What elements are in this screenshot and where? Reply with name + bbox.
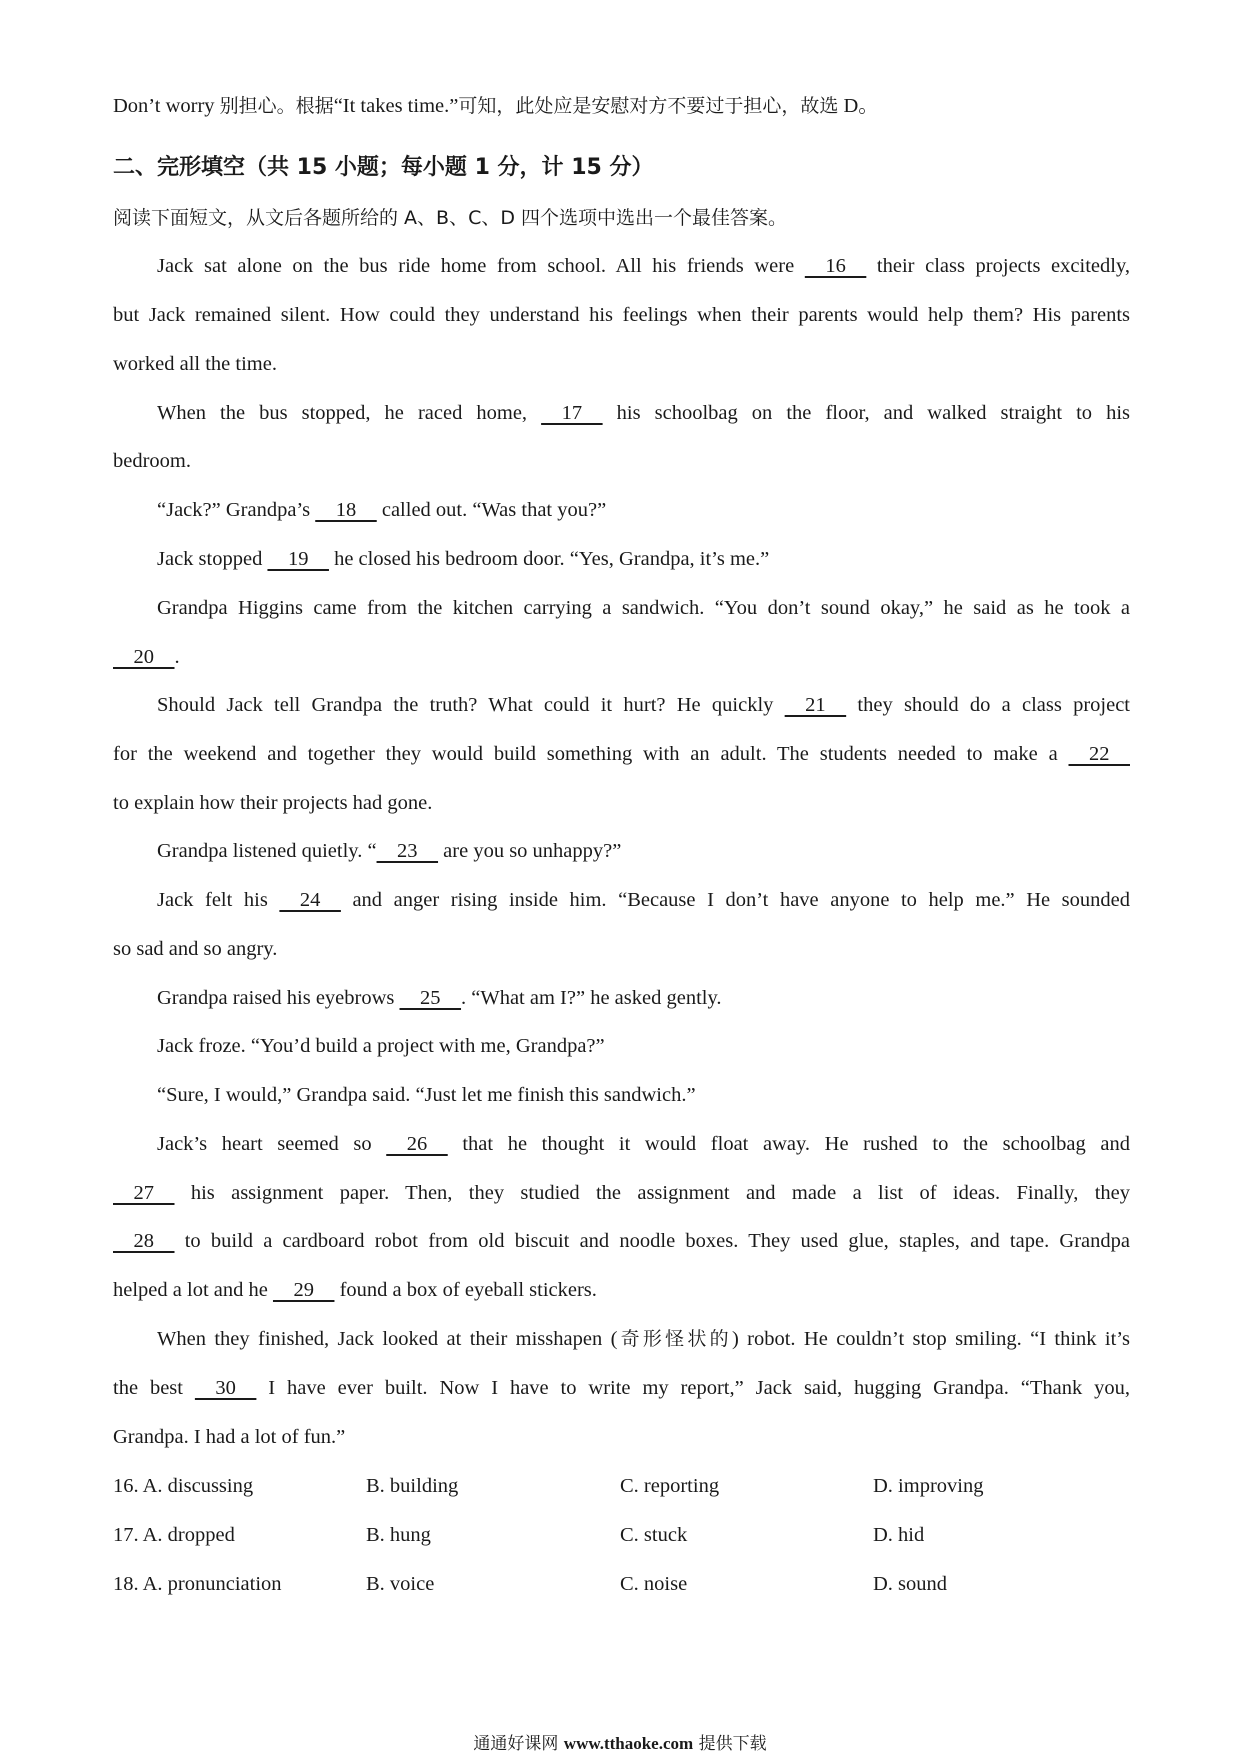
passage-line xyxy=(113,1276,1130,1304)
text-run: Grandpa listened quietly. “ xyxy=(157,840,377,862)
text-run: are you so unhappy?” xyxy=(438,840,622,862)
text-run: When the bus stopped, he raced home, xyxy=(157,402,542,424)
option-b: B. voice xyxy=(366,1573,435,1595)
passage-line xyxy=(113,399,1130,427)
passage-line xyxy=(113,643,1130,671)
blank-25: 25 xyxy=(399,987,462,1009)
passage-line: bedroom. xyxy=(113,450,191,472)
passage-line xyxy=(113,837,1130,865)
passage-line: Jack froze. “You’d build a project with me, Grandpa?” xyxy=(157,1035,605,1057)
blank-18: 18 xyxy=(315,499,377,521)
option-d: D. hid xyxy=(873,1524,925,1546)
blank-16: 16 xyxy=(804,255,867,277)
passage-line xyxy=(113,691,1130,719)
footer-download-text: 提供下载 xyxy=(698,1734,767,1754)
previous-explanation-line xyxy=(113,92,1130,120)
text-run: Jack’s heart seemed so xyxy=(157,1133,387,1155)
footer-site-name: 通通好课网 xyxy=(473,1734,559,1754)
text-run: . xyxy=(174,646,180,668)
passage-line xyxy=(113,1374,1130,1402)
passage-line: worked all the time. xyxy=(113,353,277,375)
text-run: for the weekend and together they would build something with an adult. The students needed to make a xyxy=(113,743,1069,765)
blank-21: 21 xyxy=(784,694,847,716)
text-run: the best xyxy=(113,1377,195,1399)
footer-url[interactable]: www.tthaoke.com xyxy=(563,1734,694,1753)
blank-17: 17 xyxy=(541,402,603,424)
blank-20: 20 xyxy=(113,646,175,668)
text-run: helped a lot and he xyxy=(113,1279,273,1301)
option-a: 16. A. discussing xyxy=(113,1475,254,1497)
text-run: . “What am I?” he asked gently. xyxy=(461,987,722,1009)
text-run: Should Jack tell Grandpa the truth? What could it hurt? He quickly xyxy=(157,694,785,716)
text-run: I have ever built. Now I have to write my report,” Jack said, hugging Grandpa. “Thank you, xyxy=(256,1377,1130,1399)
passage-line: to explain how their projects had gone. xyxy=(113,792,433,814)
blank-23: 23 xyxy=(376,840,439,862)
option-d: D. improving xyxy=(873,1475,984,1497)
text-run: to build a cardboard robot from old biscuit and noodle boxes. They used glue, staples, and tape. Grandpa xyxy=(174,1230,1130,1252)
blank-19: 19 xyxy=(267,548,329,570)
passage-line xyxy=(113,1130,1130,1158)
passage-line: “Sure, I would,” Grandpa said. “Just let me finish this sandwich.” xyxy=(157,1084,696,1106)
text-run: ) robot. He couldn’t stop smiling. “I think it’s xyxy=(731,1328,1130,1350)
blank-29: 29 xyxy=(272,1279,335,1301)
text-run: his assignment paper. Then, they studied the assignment and made a list of ideas. Finally, they xyxy=(174,1182,1130,1204)
text-run: Grandpa raised his eyebrows xyxy=(157,987,400,1009)
passage-line xyxy=(113,740,1130,768)
blank-24: 24 xyxy=(279,889,341,911)
text-run: 奇形怪状的 xyxy=(617,1328,732,1350)
text-run: they should do a class project xyxy=(846,694,1130,716)
option-a: 18. A. pronunciation xyxy=(113,1573,282,1595)
option-d: D. sound xyxy=(873,1573,948,1595)
blank-22: 22 xyxy=(1068,743,1130,765)
text-run: 别担心。根据 xyxy=(219,95,334,117)
blank-30: 30 xyxy=(194,1377,257,1399)
option-a: 17. A. dropped xyxy=(113,1524,235,1546)
passage-line xyxy=(113,252,1130,280)
passage-line: Grandpa Higgins came from the kitchen carrying a sandwich. “You don’t sound okay,” he said as he took a xyxy=(157,597,1130,619)
text-run: Don’t worry xyxy=(113,95,220,117)
passage-line xyxy=(113,886,1130,914)
blank-27: 27 xyxy=(113,1182,175,1204)
blank-28: 28 xyxy=(113,1230,175,1252)
passage-line xyxy=(113,496,1130,524)
text-run: and anger rising inside him. “Because I don’t have anyone to help me.” He sounded xyxy=(340,889,1131,911)
passage-line xyxy=(113,545,1130,573)
text-run: that he thought it would float away. He rushed to the schoolbag and xyxy=(447,1133,1130,1155)
text-run: he closed his bedroom door. “Yes, Grandpa, it’s me.” xyxy=(328,548,770,570)
text-run: called out. “Was that you?” xyxy=(376,499,607,521)
text-run: found a box of eyeball stickers. xyxy=(334,1279,597,1301)
text-run: their class projects excitedly, xyxy=(866,255,1130,277)
text-run: “It takes time.” xyxy=(333,95,459,117)
text-run: D。 xyxy=(838,95,879,117)
text-run: Jack felt his xyxy=(157,889,280,911)
text-run: Jack stopped xyxy=(157,548,268,570)
option-c: C. noise xyxy=(620,1573,688,1595)
section-instruction: 阅读下面短文，从文后各题所给的 A、B、C、D 四个选项中选出一个最佳答案。 xyxy=(113,207,788,229)
passage-line xyxy=(113,1179,1130,1207)
text-run: 可知，此处应是安慰对方不要过于担心，故选 xyxy=(458,95,839,117)
option-b: B. hung xyxy=(366,1524,431,1546)
text-run: Jack sat alone on the bus ride home from school. All his friends were xyxy=(157,255,805,277)
blank-26: 26 xyxy=(386,1133,448,1155)
option-c: C. reporting xyxy=(620,1475,720,1497)
section-title: 二、完形填空（共 15 小题；每小题 1 分，计 15 分） xyxy=(113,155,654,180)
passage-line: but Jack remained silent. How could they understand his feelings when their parents would help them? His parents xyxy=(113,304,1130,326)
option-b: B. building xyxy=(366,1475,459,1497)
text-run: his schoolbag on the floor, and walked straight to his xyxy=(602,402,1130,424)
passage-line xyxy=(113,984,1130,1012)
passage-line: Grandpa. I had a lot of fun.” xyxy=(113,1426,346,1448)
passage-line: so sad and so angry. xyxy=(113,938,278,960)
passage-line xyxy=(113,1325,1130,1353)
passage-line xyxy=(113,1227,1130,1255)
text-run: “Jack?” Grandpa’s xyxy=(157,499,316,521)
option-c: C. stuck xyxy=(620,1524,688,1546)
text-run: When they finished, Jack looked at their misshapen ( xyxy=(157,1328,618,1350)
page-footer xyxy=(0,1729,1240,1754)
